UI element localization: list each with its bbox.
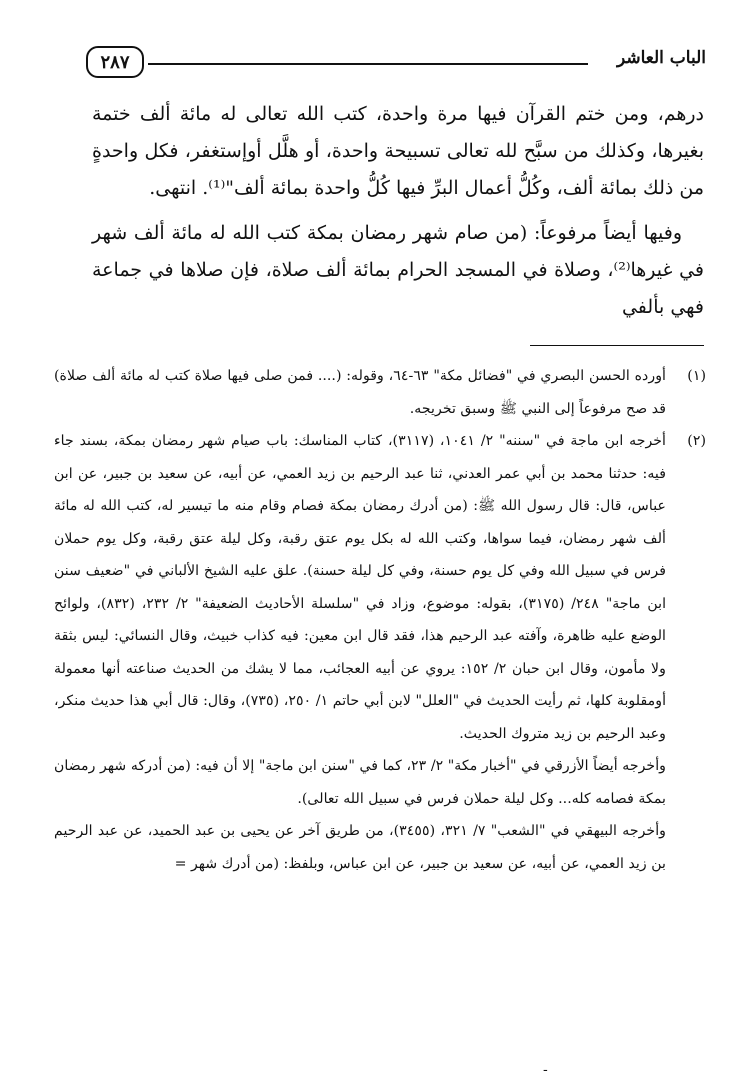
footnote-number: (٢)	[687, 433, 706, 449]
footnotes	[54, 360, 706, 880]
footnote-continuation: وأخرجه أيضاً الأزرقي في "أخبار مكة" ٢/ ٢٣، كما في "سنن ابن ماجة" إلا أن فيه: (من أدركه شهر رمضان بمكة فصامه كله... وكل ليلة حملان فرس في سبيل الله تعالى).	[54, 758, 666, 807]
page-number-box	[86, 46, 144, 78]
page-number: ٢٨٧	[100, 51, 130, 73]
footnote-text: أخرجه ابن ماجة في "سننه" ٢/ ١٠٤١، (٣١١٧)، كتاب المناسك: باب صيام شهر رمضان بمكة، بسند جاء فيه: حدثنا محمد بن أبي عمر العدني، ثنا عبد الرحيم بن زيد العمي، عن أبيه، عن سعيد بن جبير، عن ابن عباس، قال: قال رسول الله ﷺ: (من أدرك رمضان بمكة فصام وقام منه ما تيسير له، كتب الله له مائة ألف شهر رمضان، فيما سواها، وكتب الله له بكل يوم عتق رقبة، وكل ليلة عتق رقبة، وكل يوم حملان فرس في سبيل الله وفي كل يوم حسنة، وفي كل ليلة حسنة). علق عليه الشيخ الألباني في "ضعيف سنن ابن ماجة" ٢٤٨/ (٣١٧٥)، بقوله: موضوع، وزاد في "سلسلة الأحاديث الضعيفة" ٢/ ٢٣٢، (٨٣٢)، ولوائح الوضع عليه ظاهرة، وآفته عبد الرحيم هذا، فقد قال ابن معين: فيه كذاب خبيث، وقال النسائي: ليس بثقة ولا مأمون، وقال ابن حبان ٢/ ١٥٢: يروي عن أبيه العجائب، مما لا يشك من الحديث صناعته أنها معمولة أومقلوبة كلها، ثم رأيت الحديث في "العلل" لابن أبي حاتم ١/ ٢٥٠، (٧٣٥)، وقال: قال أبي هذا حديث منكر، وعبد الرحيم بن زيد متروك الحديث.	[54, 433, 667, 742]
footnote-number: (١)	[687, 368, 706, 384]
footnote-separator	[530, 345, 704, 346]
footnote-text: أورده الحسن البصري في "فضائل مكة" ٦٣-٦٤، وقوله: (.... فمن صلى فيها صلاة كتب له مائة ألف صلاة) قد صح مرفوعاً إلى النبي ﷺ وسبق تخريجه.	[54, 368, 667, 417]
footnote	[54, 360, 706, 425]
footnote-continuation: وأخرجه البيهقي في "الشعب" ٧/ ٣٢١، (٣٤٥٥)، من طريق آخر عن يحيى بن عبد الحميد، عن عبد الرحيم بن زيد العمي، عن أبيه، عن سعيد بن جبير، عن ابن عباس، وبلفظ: (من أدرك شهر =	[54, 823, 666, 872]
main-text	[92, 96, 704, 326]
footnote	[54, 425, 706, 750]
chapter-title: الباب العاشر	[616, 48, 706, 68]
body-paragraph: درهم، ومن ختم القرآن فيها مرة واحدة، كتب الله تعالى له مائة ألف ختمة بغيرها، وكذلك من سبَّح لله تعالى تسبيحة واحدة، أو هلَّل أوإستغفر، فكل واحدةٍ من ذلك بمائة ألف، وكُلُّ أعمال البرِّ فيها كُلُّ واحدة بمائة ألف"⁽¹⁾. انتهى.	[92, 103, 704, 199]
page-header	[86, 42, 706, 82]
header-rule	[148, 63, 588, 65]
footer-mark: -	[543, 1062, 548, 1078]
body-paragraph: وفيها أيضاً مرفوعاً: (من صام شهر رمضان بمكة كتب الله له مائة ألف شهر في غيرها⁽²⁾، وصلاة في المسجد الحرام بمائة ألف صلاة، فإن صلاها في جماعة فهي بألفي	[92, 222, 705, 318]
